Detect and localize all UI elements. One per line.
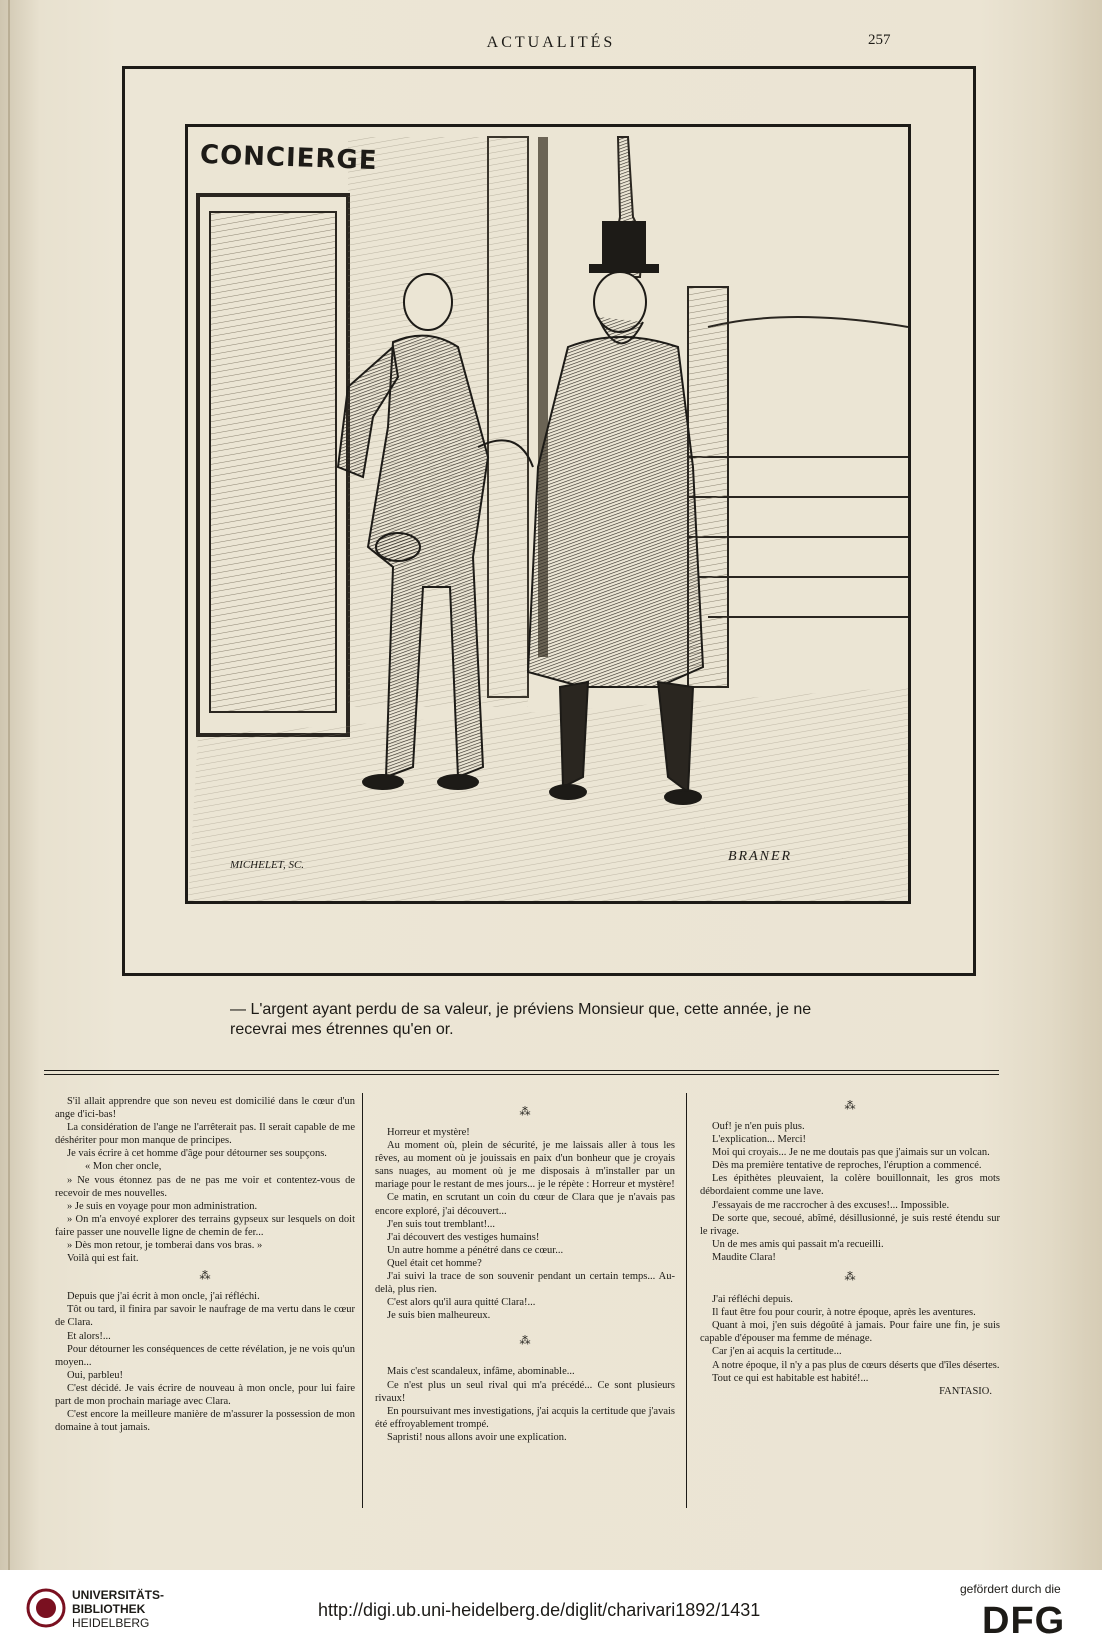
paragraph: Car j'en ai acquis la certitude...	[712, 1346, 842, 1358]
paragraph: J'ai suivi la trace de son souvenir pendant un certain temps... Au-delà, plus rien.	[375, 1271, 675, 1296]
paragraph: C'est décidé. Je vais écrire de nouveau à mon oncle, pour lui faire part de mon prochain mariage avec Clara.	[55, 1382, 355, 1407]
page-header-title: ACTUALITÉS	[486, 34, 616, 51]
paragraph: Quel était cet homme?	[387, 1257, 482, 1269]
paragraph: Depuis que j'ai écrit à mon oncle, j'ai réfléchi.	[67, 1291, 260, 1303]
funded-by-label: gefördert durch die	[960, 1582, 1061, 1596]
paragraph: Horreur et mystère!	[387, 1127, 470, 1138]
page-number: 257	[868, 32, 891, 48]
section-stars: ⁂	[844, 1100, 856, 1112]
paragraph: Voilà qui est fait.	[67, 1253, 139, 1265]
institution-name	[72, 1588, 164, 1630]
paragraph: J'essayais de me raccrocher à des excuses!... Impossible.	[712, 1199, 950, 1211]
institution-line-1: UNIVERSITÄTS-	[72, 1588, 165, 1602]
paragraph: En poursuivant mes investigations, j'ai acquis la certitude que j'avais été effroyablement trompé.	[375, 1405, 675, 1430]
paragraph: De sorte que, secoué, abîmé, désillusionné, je suis resté étendu sur le rivage.	[700, 1212, 1000, 1237]
paragraph: Les épithètes pleuvaient, la colère bouillonnait, les gros mots débordaient comme une lave.	[700, 1173, 1000, 1198]
paragraph: Ce matin, en scrutant un coin du cœur de Clara que je n'avais pas encore exploré, j'ai découvert...	[375, 1192, 675, 1217]
illustration-outer-frame	[122, 66, 976, 976]
paragraph: L'explication... Merci!	[712, 1134, 807, 1146]
paragraph: Moi qui croyais... Je ne me doutais pas que j'aimais sur un volcan.	[712, 1147, 990, 1159]
institution-line-2: BIBLIOTHEK	[72, 1602, 146, 1616]
paragraph: Oui, parbleu!	[67, 1369, 123, 1381]
door-window	[210, 212, 336, 712]
paragraph: » Je suis en voyage pour mon administration.	[67, 1200, 258, 1212]
section-rule-double	[44, 1074, 999, 1075]
artist-signature: BRANER	[728, 849, 793, 864]
paragraph: C'est encore la meilleure manière de m'assurer la possession de mon domaine à tout jamais.	[55, 1409, 355, 1434]
section-stars: ⁂	[844, 1271, 856, 1284]
concierge-sign: CONCIERGE	[199, 139, 379, 177]
permalink-url[interactable]: http://digi.ub.uni-heidelberg.de/diglit/charivari1892/1431	[318, 1600, 761, 1620]
paragraph: La considération de l'ange ne l'arrêterait pas. Il serait capable de me déshériter pour mon manque de principes.	[55, 1122, 355, 1147]
text-column-3	[700, 1095, 1000, 1398]
paragraph: » Dès mon retour, je tomberai dans vos bras. »	[67, 1240, 263, 1252]
text-column-1	[55, 1095, 355, 1434]
paragraph: Mais c'est scandaleux, infâme, abominable...	[387, 1366, 575, 1378]
paragraph: Un autre homme a pénétré dans ce cœur...	[387, 1244, 564, 1256]
bowler-hat-in-hand	[376, 533, 420, 561]
text-column-2	[375, 1095, 675, 1444]
paragraph: J'en suis tout tremblant!...	[387, 1218, 496, 1230]
paragraph: Ouf! je n'en puis plus.	[712, 1121, 805, 1132]
paragraph: Tout ce qui est habitable est habité!...	[712, 1372, 869, 1384]
binding-edge	[8, 0, 10, 1570]
dfg-logo: DFG	[982, 1600, 1066, 1642]
university-seal-icon	[26, 1588, 66, 1628]
paragraph: Au moment où, plein de sécurité, je me laissais aller à tous les rêves, au moment où je jouissais en paix d'un bonheur que je croyais sans nuages, au moment où je me disposais à m'installer par un mariage pour le restant de mes jours... je le répète : Horreur et mystère!	[375, 1140, 675, 1191]
section-stars: ⁂	[519, 1106, 531, 1118]
viewer-footer	[0, 1570, 1102, 1647]
paragraph: Un de mes amis qui passait m'a recueilli.	[712, 1238, 884, 1250]
paragraph: S'il allait apprendre que son neveu est domicilié dans le cœur d'un ange d'ici-bas!	[55, 1096, 355, 1121]
paragraph: Dès ma première tentative de reproches, l'éruption a commencé.	[712, 1160, 982, 1172]
paragraph: Il faut être fou pour courir, à notre époque, après les aventures.	[712, 1307, 976, 1319]
paragraph: Je vais écrire à cet homme d'âge pour détourner ses soupçons.	[67, 1148, 327, 1160]
paragraph: Tôt ou tard, il finira par savoir le naufrage de ma vertu dans le cœur de Clara.	[55, 1304, 355, 1329]
paragraph: Et alors!...	[67, 1330, 111, 1342]
paragraph: J'ai réfléchi depuis.	[712, 1294, 793, 1306]
column-separator	[686, 1093, 687, 1508]
paragraph: Pour détourner les conséquences de cette révélation, je ne vois qu'un moyen...	[55, 1343, 355, 1368]
staircase	[688, 287, 908, 687]
author-signature: FANTASIO.	[939, 1385, 992, 1397]
paragraph: » On m'a envoyé explorer des terrains gypseux sur lesquels on doit faire passer une nouvelle ligne de chemin de fer...	[55, 1213, 355, 1238]
paragraph: Ce n'est plus un seul rival qui m'a précédé... Ce sont plusieurs rivaux!	[375, 1379, 675, 1404]
paragraph: A notre époque, il n'y a pas plus de cœurs déserts que d'îles désertes.	[712, 1359, 1000, 1371]
engraving-drawing	[188, 127, 908, 901]
paragraph: Sapristi! nous allons avoir une explication.	[387, 1431, 567, 1443]
illustration-engraving	[185, 124, 911, 904]
section-stars: ⁂	[199, 1270, 211, 1283]
paragraph: J'ai découvert des vestiges humains!	[387, 1231, 540, 1243]
paragraph: C'est alors qu'il aura quitté Clara!...	[387, 1297, 536, 1309]
column-separator	[362, 1093, 363, 1508]
paragraph: Maudite Clara!	[712, 1251, 776, 1263]
paragraph: Quant à moi, j'en suis dégoûté à jamais. Pour faire une fin, je suis capable d'épouser ma femme de ménage.	[700, 1320, 1000, 1345]
top-hat	[603, 222, 645, 268]
section-stars: ⁂	[519, 1335, 531, 1348]
illustration-caption: — L'argent ayant perdu de sa valeur, je préviens Monsieur que, cette année, je ne recevrai mes étrennes qu'en or.	[230, 1001, 812, 1038]
engraver-signature: MICHELET, SC.	[230, 859, 305, 871]
paragraph: » Ne vous étonnez pas de ne pas me voir et contentez-vous de recevoir de mes nouvelles.	[55, 1174, 355, 1199]
fur-coat	[528, 337, 703, 687]
section-rule	[44, 1070, 999, 1071]
paragraph: « Mon cher oncle,	[85, 1161, 162, 1173]
paragraph: Je suis bien malheureux.	[387, 1310, 491, 1322]
institution-line-3: HEIDELBERG	[72, 1616, 150, 1630]
